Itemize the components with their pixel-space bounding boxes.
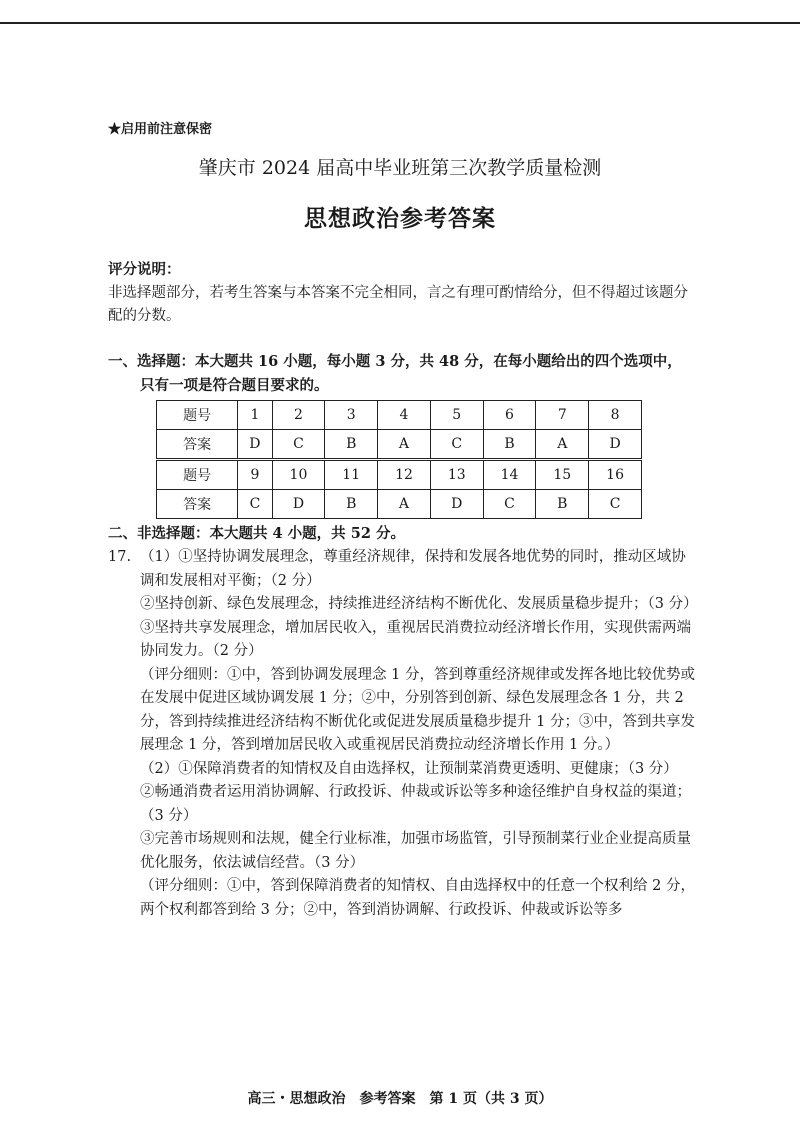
table-cell: D bbox=[272, 490, 325, 519]
table-cell: 5 bbox=[430, 401, 483, 430]
table-cell: 7 bbox=[536, 401, 589, 430]
answer-paragraph: ②畅通消费者运用消协调解、行政投诉、仲裁或诉讼等多种途径维护自身权益的渠道；（3 分） bbox=[140, 784, 691, 824]
top-border-line bbox=[0, 22, 800, 24]
table-cell: 3 bbox=[325, 401, 378, 430]
table-cell: 4 bbox=[378, 401, 431, 430]
scoring-detail: （评分细则：①中，答到协调发展理念 1 分，答到尊重经济规律或发挥各地比较优势或在发展中促进区域协调发展 1 分；②中，分别答到创新、绿色发展理念各 1 分，共 2 分，答到持续推进经济结构不断优化或促进发展质量稳步提升 1 分；③中，答到共享发展理念 1 分，答到增加居民收入或重视居民消费拉动经济增长作用 1 分。） bbox=[140, 666, 695, 753]
table-cell: 6 bbox=[483, 401, 536, 430]
answer-paragraph: （2）①保障消费者的知情权及自由选择权，让预制菜消费更透明、更健康；（3 分） bbox=[140, 760, 678, 777]
answer-paragraph: ②坚持创新、绿色发展理念，持续推进经济结构不断优化、发展质量稳步提升；（3 分） bbox=[140, 596, 698, 612]
table-cell: 14 bbox=[483, 460, 536, 490]
question17-answer bbox=[140, 546, 698, 922]
answer-paragraph: （1）①坚持协调发展理念，尊重经济规律，保持和发展各地优势的同时，推动区域协调和发展相对平衡；（2 分） bbox=[140, 549, 686, 589]
table-cell: B bbox=[483, 430, 536, 460]
table-label-q: 题号 bbox=[157, 460, 238, 490]
table-label-a: 答案 bbox=[157, 430, 238, 460]
table-cell: A bbox=[378, 490, 431, 519]
table-cell: C bbox=[589, 490, 642, 519]
document-title: 思想政治参考答案 bbox=[304, 205, 496, 232]
table-cell: 8 bbox=[589, 401, 642, 430]
section1-heading bbox=[108, 350, 708, 397]
grading-text: 非选择题部分，若考生答案与本答案不完全相同，言之有理可酌情给分，但不得超过该题分配的分数。 bbox=[108, 284, 688, 324]
confidential-notice: ★启用前注意保密 bbox=[108, 122, 213, 137]
table-cell: 15 bbox=[536, 460, 589, 490]
table-row bbox=[157, 430, 642, 460]
question-number: 17. bbox=[108, 549, 132, 565]
table-cell: 10 bbox=[272, 460, 325, 490]
table-cell: 13 bbox=[430, 460, 483, 490]
table-cell: C bbox=[483, 490, 536, 519]
table-cell: A bbox=[536, 430, 589, 460]
table-cell: 9 bbox=[238, 460, 272, 490]
table-row bbox=[157, 490, 642, 519]
table-cell: D bbox=[430, 490, 483, 519]
table-cell: A bbox=[378, 430, 431, 460]
table-cell: D bbox=[589, 430, 642, 460]
table-cell: 2 bbox=[272, 401, 325, 430]
grading-notes bbox=[108, 258, 693, 329]
table-cell: 16 bbox=[589, 460, 642, 490]
table-cell: D bbox=[238, 430, 272, 460]
scoring-detail: （评分细则：①中，答到保障消费者的知情权、自由选择权中的任意一个权利给 2 分，两个权利都答到给 3 分；②中，答到消协调解、行政投诉、仲裁或诉讼等多 bbox=[140, 878, 695, 918]
page-footer: 高三・思想政治 参考答案 第 1 页（共 3 页） bbox=[247, 1091, 553, 1107]
table-cell: B bbox=[325, 490, 378, 519]
answer-paragraph: ③完善市场规则和法规，健全行业标准，加强市场监管，引导预制菜行业企业提高质量优化服务，依法诚信经营。（3 分） bbox=[140, 831, 691, 871]
section1-line2: 只有一项是符合题目要求的。 bbox=[140, 376, 329, 394]
exam-title: 肇庆市 2024 届高中毕业班第三次教学质量检测 bbox=[198, 157, 602, 179]
table-label-a: 答案 bbox=[157, 490, 238, 519]
table-row bbox=[157, 460, 642, 490]
table-cell: 1 bbox=[238, 401, 272, 430]
table-label-q: 题号 bbox=[157, 401, 238, 430]
table-cell: 12 bbox=[378, 460, 431, 490]
section1-line1: 一、选择题：本大题共 16 小题，每小题 3 分，共 48 分，在每小题给出的四个选项中， bbox=[108, 353, 682, 370]
answer-table bbox=[156, 400, 642, 519]
section2-heading: 二、非选择题：本大题共 4 小题，共 52 分。 bbox=[108, 525, 405, 542]
table-cell: C bbox=[238, 490, 272, 519]
table-row bbox=[157, 401, 642, 430]
table-cell: C bbox=[272, 430, 325, 460]
table-cell: B bbox=[536, 490, 589, 519]
table-cell: B bbox=[325, 430, 378, 460]
grading-heading: 评分说明： bbox=[108, 261, 181, 278]
table-cell: C bbox=[430, 430, 483, 460]
answer-paragraph: ③坚持共享发展理念，增加居民收入，重视居民消费拉动经济增长作用，实现供需两端协同发力。（2 分） bbox=[140, 619, 691, 659]
table-cell: 11 bbox=[325, 460, 378, 490]
